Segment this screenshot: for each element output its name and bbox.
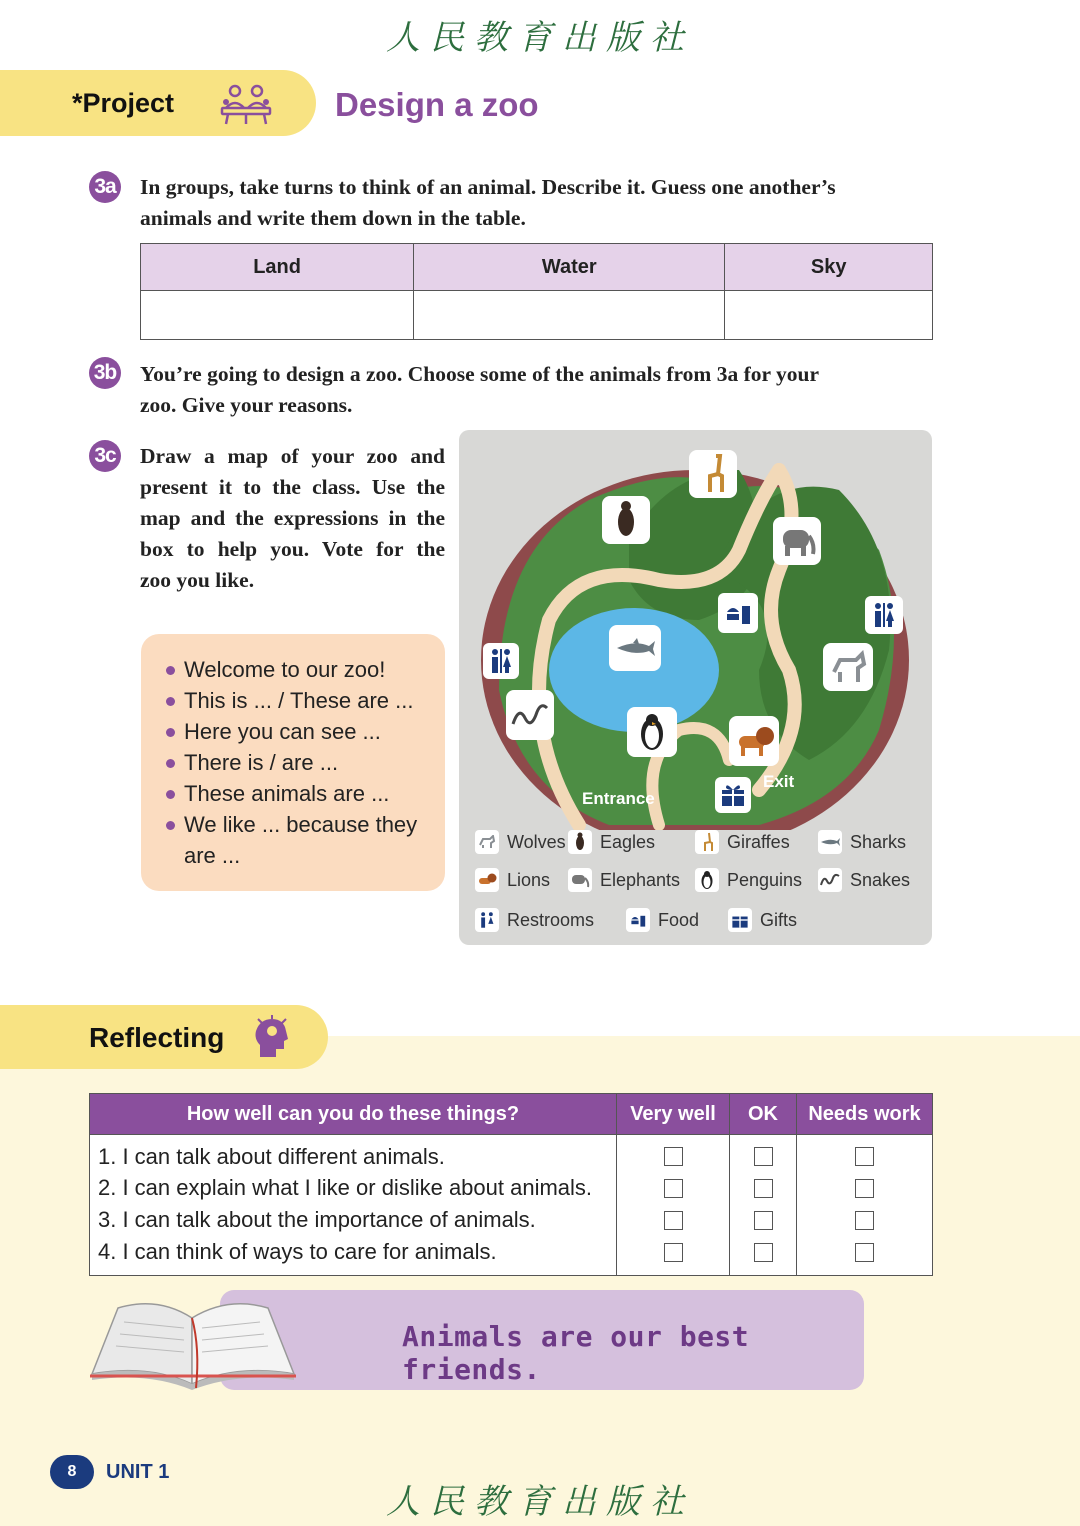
table-row <box>90 1236 933 1276</box>
task-3b-line: You’re going to design a zoo. Choose some of the animals from 3a for your <box>140 362 820 386</box>
expression-item: Welcome to our zoo! <box>166 654 445 685</box>
penguin-icon <box>695 868 719 892</box>
statement-text: 3. I can talk about the importance of animals. <box>90 1204 617 1236</box>
legend-label: Gifts <box>760 909 798 930</box>
animal-habitat-table <box>140 243 933 340</box>
legend-item-eagles <box>568 828 655 856</box>
task-3a-badge: 3a <box>89 171 121 203</box>
checkbox-ok[interactable] <box>754 1179 773 1198</box>
legend-item-sharks <box>818 828 906 856</box>
legend-item-penguins <box>695 866 802 894</box>
food-icon[interactable] <box>718 593 758 633</box>
legend-item-gifts <box>728 906 797 934</box>
legend-item-snakes <box>818 866 910 894</box>
task-3b-badge: 3b <box>89 357 121 389</box>
checkbox-very-well[interactable] <box>664 1211 683 1230</box>
table-row <box>90 1135 933 1173</box>
gift-icon[interactable] <box>715 777 751 813</box>
restroom-icon <box>475 908 499 932</box>
legend-item-lions <box>475 866 550 894</box>
task-3c-line: map and the expressions in the <box>140 506 445 530</box>
wolf-icon <box>475 830 499 854</box>
header-ok: OK <box>730 1094 797 1135</box>
legend-label: Wolves <box>507 831 566 852</box>
eagle-icon[interactable] <box>602 496 650 544</box>
restroom-icon[interactable] <box>483 643 519 679</box>
eagle-icon <box>568 830 592 854</box>
legend-label: Sharks <box>850 831 907 852</box>
statement-text: 1. I can talk about different animals. <box>90 1135 617 1173</box>
checkbox-needs-work[interactable] <box>855 1179 874 1198</box>
entrance-label: Entrance <box>582 789 655 808</box>
legend-label: Snakes <box>850 869 911 890</box>
lion-icon <box>475 868 499 892</box>
legend-label: Penguins <box>727 869 803 890</box>
task-3a-line: In groups, take turns to think of an animal. Describe it. Guess one another’s <box>140 175 836 199</box>
lion-icon[interactable] <box>729 716 779 766</box>
project-title: Design a zoo <box>335 86 539 123</box>
penguin-icon[interactable] <box>627 707 677 757</box>
giraffe-icon[interactable] <box>689 450 737 498</box>
task-3c-instructions <box>140 441 445 596</box>
header-needs-work: Needs work <box>797 1094 933 1135</box>
legend-label: Food <box>658 909 700 930</box>
expression-item: There is / are ... <box>166 747 445 778</box>
table-row <box>90 1204 933 1236</box>
table-row <box>90 1172 933 1204</box>
shark-icon[interactable] <box>609 625 661 671</box>
land-answer-cell[interactable] <box>141 291 414 340</box>
task-3c-line: Draw a map of your zoo and <box>140 444 445 468</box>
motto-text: Animals are our best friends. <box>402 1320 750 1386</box>
unit-label: UNIT 1 <box>106 1461 170 1483</box>
legend-label: Giraffes <box>727 831 790 852</box>
open-book-icon <box>88 1288 298 1403</box>
checkbox-needs-work[interactable] <box>855 1147 874 1166</box>
checkbox-very-well[interactable] <box>664 1179 683 1198</box>
publisher-logo: 人民教育出版社 <box>386 1482 694 1522</box>
giraffe-icon <box>695 830 719 854</box>
statement-text: 2. I can explain what I like or dislike about animals. <box>90 1172 617 1204</box>
reflecting-label: Reflecting <box>89 1022 225 1053</box>
legend-label: Lions <box>507 869 551 890</box>
map-legend <box>473 828 928 938</box>
task-3c-line: present it to the class. Use the <box>140 475 445 499</box>
header-statement: How well can you do these things? <box>90 1094 617 1135</box>
task-3c-badge: 3c <box>89 440 121 472</box>
expressions-list <box>141 634 445 871</box>
expression-item: This is ... / These are ... <box>166 685 445 716</box>
legend-item-giraffes <box>695 828 790 856</box>
reflecting-banner <box>0 1005 328 1069</box>
column-sky: Sky <box>725 244 933 291</box>
shark-icon <box>818 830 842 854</box>
checkbox-very-well[interactable] <box>664 1147 683 1166</box>
checkbox-needs-work[interactable] <box>855 1211 874 1230</box>
legend-item-wolves <box>475 828 566 856</box>
exit-label: Exit <box>763 772 795 791</box>
task-3a-line: animals and write them down in the table. <box>140 206 526 230</box>
legend-label: Restrooms <box>507 909 595 930</box>
task-3a-instructions <box>140 172 836 234</box>
legend-item-elephants <box>568 866 680 894</box>
checkbox-ok[interactable] <box>754 1147 773 1166</box>
project-label: *Project <box>72 88 175 118</box>
expression-item: These animals are ... <box>166 778 445 809</box>
legend-label: Eagles <box>600 831 656 852</box>
expression-item: We like ... because they are ... <box>166 809 434 871</box>
expression-item: Here you can see ... <box>166 716 445 747</box>
thinking-head-icon <box>252 1015 292 1064</box>
expressions-box <box>141 634 445 891</box>
food-icon <box>626 908 650 932</box>
self-assessment-table <box>89 1093 933 1276</box>
elephant-icon <box>568 868 592 892</box>
task-3b-instructions <box>140 359 819 421</box>
checkbox-ok[interactable] <box>754 1243 773 1262</box>
statement-text: 4. I can think of ways to care for animals. <box>90 1236 617 1276</box>
legend-item-food <box>626 906 699 934</box>
legend-item-restrooms <box>475 906 594 934</box>
task-3c-line: box to help you. Vote for the <box>140 537 445 561</box>
project-banner <box>0 70 316 136</box>
task-3b-line: zoo. Give your reasons. <box>140 393 353 417</box>
publisher-logo: 人民教育出版社 <box>386 18 694 58</box>
column-land: Land <box>141 244 414 291</box>
motto-box <box>220 1290 864 1390</box>
sky-answer-cell[interactable] <box>725 291 933 340</box>
snake-icon[interactable] <box>506 690 554 740</box>
checkbox-very-well[interactable] <box>664 1243 683 1262</box>
header-very-well: Very well <box>617 1094 730 1135</box>
elephant-icon[interactable] <box>773 517 821 565</box>
checkbox-needs-work[interactable] <box>855 1243 874 1262</box>
task-3c-line: zoo you like. <box>140 568 255 592</box>
column-water: Water <box>414 244 725 291</box>
legend-label: Elephants <box>600 869 681 890</box>
checkbox-ok[interactable] <box>754 1211 773 1230</box>
restroom-icon[interactable] <box>865 596 903 634</box>
gift-icon <box>728 908 752 932</box>
wolf-icon[interactable] <box>823 643 873 691</box>
page-number: 8 <box>50 1455 94 1489</box>
snake-icon <box>818 868 842 892</box>
water-answer-cell[interactable] <box>414 291 725 340</box>
group-icon <box>216 82 276 131</box>
